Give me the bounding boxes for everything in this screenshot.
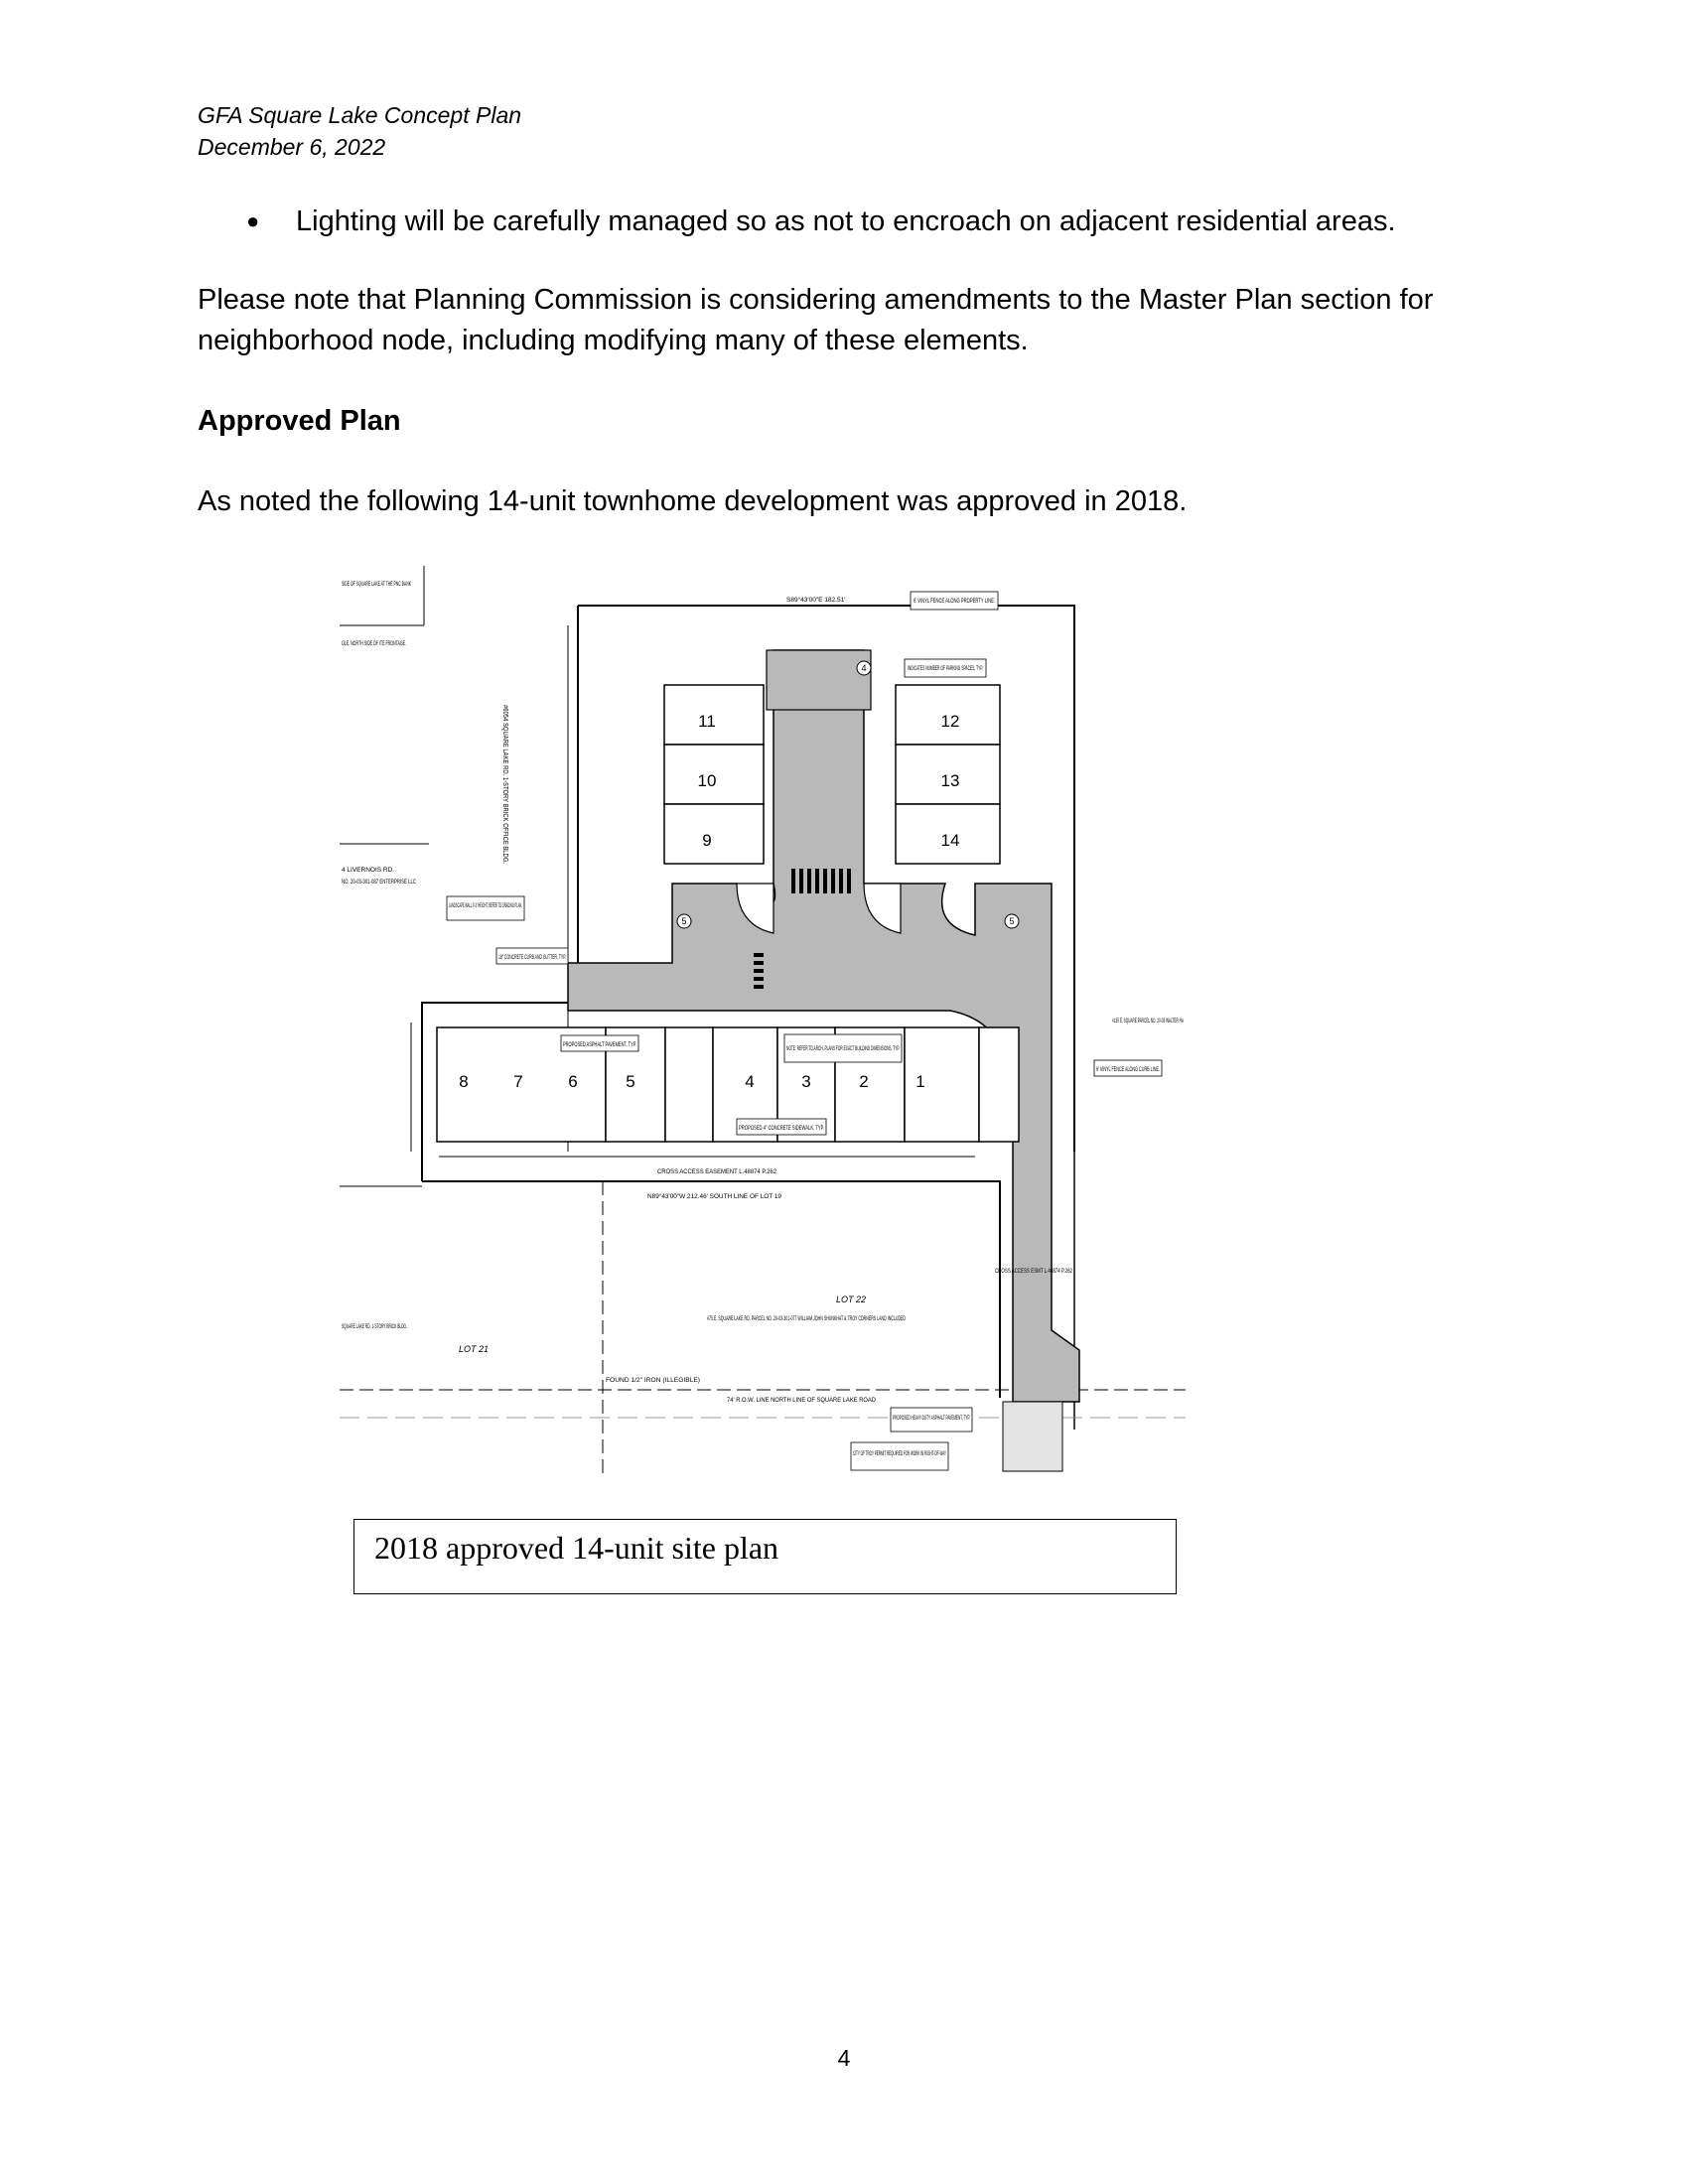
label-lot-21: LOT 21 bbox=[459, 1344, 490, 1354]
label-livernois: 4 LIVERNOIS RD. bbox=[342, 867, 395, 874]
unit-3: 3 bbox=[801, 1072, 811, 1091]
west-adjacent-lines bbox=[340, 566, 429, 1186]
label-troy-permit: CITY OF TROY PERMIT REQUIRED FOR WORK IN RIGHT-OF-WAY bbox=[853, 1450, 947, 1457]
section-heading: Approved Plan bbox=[198, 405, 401, 437]
label-side-square-lake: SIDE OF SQUARE LAKE AT THE PNC BANK bbox=[342, 581, 412, 588]
label-parcel-east: #135 E. SQUARE PARCEL NO. 20-03 WALTER HA bbox=[1112, 1018, 1185, 1024]
label-cross-access: CROSS ACCESS EASEMENT L.48874 P.262 bbox=[657, 1168, 777, 1175]
south-units bbox=[437, 1027, 1019, 1142]
label-parcel-west: NO. 20-03-301-087 ENTERPRISE LLC bbox=[342, 879, 417, 886]
unit-4: 4 bbox=[745, 1072, 755, 1091]
unit-13: 13 bbox=[940, 771, 960, 790]
section-intro: As noted the following 14-unit townhome development was approved in 2018. bbox=[198, 485, 1188, 517]
label-vinyl-fence-north: 6' VINYL FENCE ALONG PROPERTY LINE. bbox=[914, 598, 996, 605]
parking-count-left: 5 bbox=[681, 916, 687, 926]
parking-count-right: 5 bbox=[1009, 916, 1015, 926]
label-square-lake-75: #75 E. SQUARE LAKE RD. PARCEL NO. 20-03-301-077 WILLIAM JOHN SHUNKHAT & TROY CORNERS LAND INCLUDED bbox=[707, 1315, 907, 1322]
unit-1: 1 bbox=[915, 1072, 925, 1091]
label-arch-note: NOTE: REFER TO ARCH. PLANS FOR EXACT BUILDING DIMENSIONS, TYP. bbox=[786, 1045, 901, 1052]
label-north-side: OLE, NORTH SIDE OF ITE FRONTAGE. bbox=[342, 640, 407, 647]
unit-5: 5 bbox=[626, 1072, 635, 1091]
unit-9: 9 bbox=[702, 831, 712, 850]
header-title: GFA Square Lake Concept Plan bbox=[198, 102, 522, 128]
label-square-lake-west: SQUARE LAKE RD. 1-STORY BRICK BLDG. bbox=[342, 1323, 408, 1330]
unit-7: 7 bbox=[513, 1072, 523, 1091]
unit-11: 11 bbox=[698, 712, 716, 731]
bullet-icon: ● bbox=[246, 208, 260, 233]
bullet-item bbox=[246, 201, 1396, 242]
parking-count-top: 4 bbox=[861, 663, 867, 673]
unit-8: 8 bbox=[459, 1072, 469, 1091]
heavy-duty-asphalt bbox=[1003, 1402, 1062, 1471]
label-south-line: N89°43'00"W 212.46' SOUTH LINE OF LOT 19 bbox=[647, 1193, 783, 1200]
parking-bay-top bbox=[767, 650, 871, 710]
label-curb: 18" CONCRETE CURB AND GUTTER, TYP. bbox=[498, 954, 567, 961]
label-bearing-north: S89°43'00"E 182.51' bbox=[786, 597, 846, 604]
label-iron: FOUND 1/2" IRON (ILLEGIBLE) bbox=[606, 1377, 700, 1384]
property-line-south bbox=[422, 1181, 1000, 1398]
label-square-lake-bldg: #6054 SQUARE LAKE RD. 1-STORY BRICK OFFICE BLDG. bbox=[501, 705, 508, 894]
header-date: December 6, 2022 bbox=[198, 134, 386, 160]
label-heavy-asphalt: PROPOSED HEAVY-DUTY ASPHALT PAVEMENT, TYP. bbox=[893, 1415, 971, 1422]
bullet-text: Lighting will be carefully managed so as not to encroach on adjacent residential areas. bbox=[296, 205, 1396, 237]
label-row-line: 74' R.O.W. LINE NORTH LINE OF SQUARE LAKE ROAD bbox=[727, 1397, 877, 1404]
unit-10: 10 bbox=[697, 771, 717, 790]
label-parking-note: INDICATES NUMBER OF PARKING SPACES, TYP. bbox=[908, 665, 984, 672]
label-sidewalk: PROPOSED 4" CONCRETE SIDEWALK, TYP. bbox=[739, 1125, 825, 1132]
unit-2: 2 bbox=[859, 1072, 869, 1091]
site-plan-drawing bbox=[340, 556, 1186, 1474]
label-asphalt: PROPOSED ASPHALT PAVEMENT, TYP. bbox=[563, 1041, 637, 1048]
figure-caption: 2018 approved 14-unit site plan bbox=[353, 1519, 1177, 1594]
unit-14: 14 bbox=[940, 831, 960, 850]
label-lot-22: LOT 22 bbox=[836, 1295, 867, 1304]
pavement bbox=[568, 650, 1079, 1402]
label-landscape-wall: LANDSCAPE WALL 0'-3' HEIGHT, REFER TO GRADING PLAN. bbox=[449, 902, 523, 909]
unit-6: 6 bbox=[568, 1072, 578, 1091]
unit-12: 12 bbox=[940, 712, 960, 731]
body-paragraph: Please note that Planning Commission is considering amendments to the Master Plan section for neighborhood node, including modifying many of these elements. bbox=[198, 284, 1434, 356]
label-vinyl-fence-east: 6' VINYL FENCE ALONG CURB LINE. bbox=[1096, 1066, 1161, 1073]
page-number: 4 bbox=[837, 2045, 851, 2071]
label-cross-access-esmt: CROSS ACCESS ESMT L.48874 P.262 bbox=[995, 1268, 1073, 1275]
